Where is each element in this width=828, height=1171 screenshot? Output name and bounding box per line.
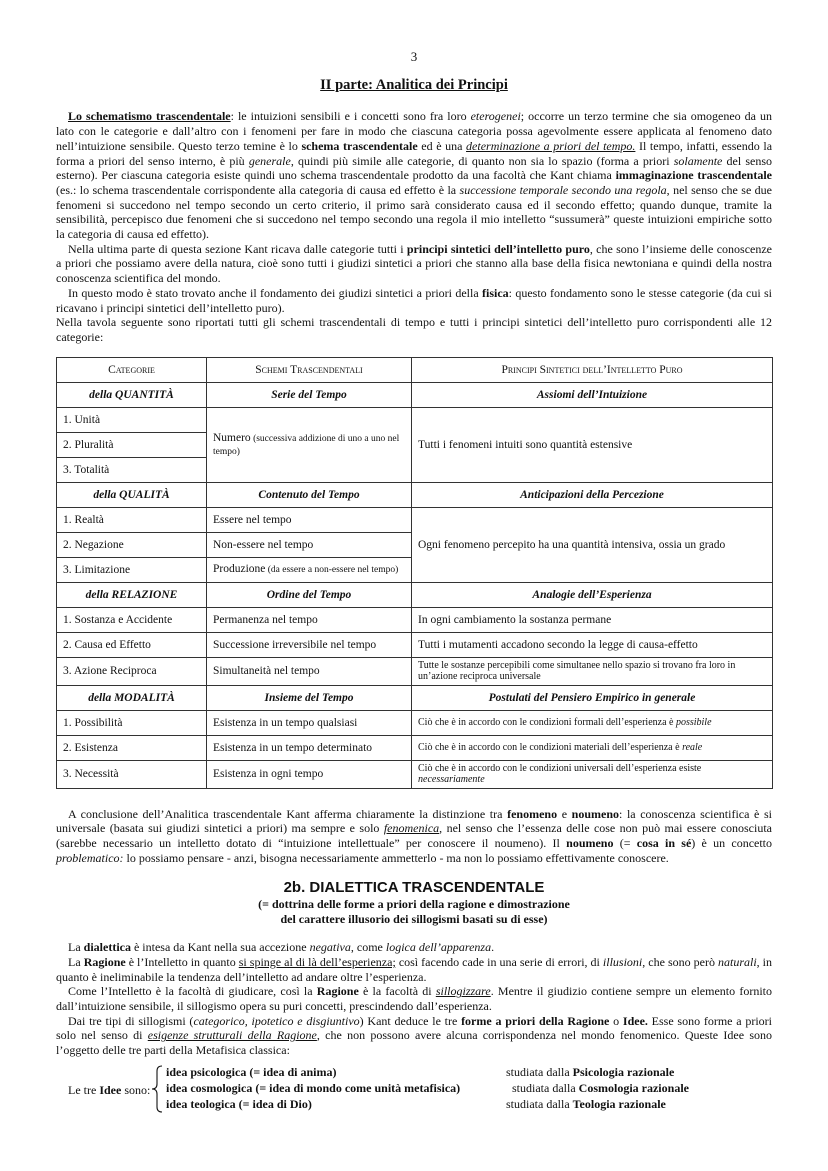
- dialectic-section: [56, 940, 772, 1058]
- idea-study: [506, 1097, 666, 1112]
- principle-cell: [412, 632, 773, 657]
- curly-brace-icon: [151, 1065, 163, 1113]
- schema-text: Permanenza nel tempo: [213, 613, 318, 626]
- schema-cell: [207, 735, 412, 760]
- principle-cell: [412, 710, 773, 735]
- section-heading: della QUALITÀ: [57, 482, 207, 507]
- column-header: Categorie: [57, 357, 207, 382]
- principle-text: Ciò che è in accordo con le condizioni universali dell’esperienza esiste: [418, 762, 702, 774]
- schema-cell: [207, 507, 412, 532]
- category-cell: 2. Causa ed Effetto: [57, 632, 207, 657]
- text-run: Lo schematismo trascendentale: [68, 109, 231, 124]
- section-heading: della RELAZIONE: [57, 582, 207, 607]
- text-run: sillogizzare: [435, 984, 491, 999]
- text-run: determinazione a priori del tempo.: [466, 138, 636, 153]
- schema-cell: [207, 632, 412, 657]
- schema-text: Successione irreversibile nel tempo: [213, 638, 377, 651]
- section-heading: Postulati del Pensiero Empirico in generale: [412, 685, 773, 710]
- principle-text: In ogni cambiamento la sostanza permane: [418, 613, 612, 626]
- idea-study: [506, 1065, 674, 1080]
- section-heading: Analogie dell’Esperienza: [412, 582, 773, 607]
- schema-cell: [207, 760, 412, 788]
- table-row: [57, 657, 773, 685]
- text-run: , nel senso che se due fenomeni si succedono nel tempo secondo un certo criterio, il primo sarà considerato causa ed il secondo effetto; quando dunque, tramite la sensibilità, percepisco due fenomeni che si succedono nel tempo secondo una regola il mio intelletto “sussumerà” queste intuizioni empiriche sotto la categoria di causa ed effetto).: [56, 182, 772, 242]
- schema-text: Essere nel tempo: [213, 513, 292, 526]
- schema-cell: [207, 532, 412, 557]
- text-run: si spinge al di là dell’esperienza;: [238, 954, 396, 969]
- paragraph: [56, 286, 772, 315]
- text-run: : questo fondamento sono le stesse categorie (da cui si ricavano i principi sintetici dell’intelletto puro).: [56, 285, 772, 315]
- schema-cell: [207, 657, 412, 685]
- schema-cell: [207, 710, 412, 735]
- text-run: è intesa da Kant nella sua accezione: [130, 940, 310, 955]
- text-run: , quindi più simile alle categorie, di quanto non sia lo spazio (forma a priori: [290, 153, 674, 168]
- text-run: . Mentre il giudizio contiene sempre un elemento fornito dall’intuizione sensibile, il sillogismo opera su puri concetti, prescindendo dall’esperienza.: [56, 984, 772, 1013]
- principle-cell: [412, 760, 773, 788]
- ideas-label-post: sono:: [121, 1082, 151, 1097]
- category-cell: 3. Necessità: [57, 760, 207, 788]
- text-run: esigenze strutturali della Ragione: [147, 1028, 317, 1043]
- idea-study: [512, 1081, 689, 1096]
- principle-cell: [412, 507, 773, 582]
- schema-text: Numero: [213, 431, 251, 444]
- text-run: fenomeno: [507, 806, 558, 821]
- text-run: Esse sono forme a priori solo nel senso di: [56, 1013, 772, 1043]
- table-row: [57, 710, 773, 735]
- ideas-scheme: [56, 1065, 772, 1115]
- schema-text: Esistenza in un tempo qualsiasi: [213, 716, 358, 729]
- idea-study-discipline: Teologia razionale: [572, 1096, 666, 1111]
- section-heading: Contenuto del Tempo: [207, 482, 412, 507]
- idea-study-pre: studiata dalla: [506, 1064, 573, 1079]
- text-run: Nella ultima parte di questa sezione Kant ricava dalle categorie tutti i: [68, 241, 407, 256]
- text-run: La: [68, 954, 84, 969]
- conclusion-section: [56, 807, 772, 866]
- principle-cell: [412, 607, 773, 632]
- table-row: [57, 507, 773, 532]
- idea-item: [166, 1080, 689, 1096]
- section-subtitle: [56, 897, 772, 926]
- idea-name: idea cosmologica (= idea di mondo come unità metafisica): [166, 1080, 461, 1095]
- schema-cell: [207, 557, 412, 582]
- text-run: Come l’Intelletto è la facoltà di giudicare, così la: [68, 984, 317, 999]
- section-subtitle-line: del carattere illusorio dei sillogismi basati su di esse): [280, 911, 548, 926]
- text-run: naturali: [717, 954, 757, 969]
- text-run: generale: [248, 153, 291, 168]
- text-run: o: [609, 1013, 623, 1028]
- text-run: e: [557, 806, 572, 821]
- paragraph: [56, 315, 772, 344]
- principle-text: Ciò che è in accordo con le condizioni formali dell’esperienza è: [418, 716, 676, 728]
- text-run: successione temporale secondo una regola: [459, 182, 667, 197]
- text-run: : le intuizioni sensibili e i concetti sono fra loro: [230, 109, 471, 124]
- table-row: [57, 760, 773, 788]
- principle-text: Ogni fenomeno percepito ha una quantità intensiva, ossia un grado: [418, 538, 726, 551]
- text-run: immaginazione trascendentale: [615, 168, 772, 183]
- schema-cell: [207, 607, 412, 632]
- category-cell: 2. Esistenza: [57, 735, 207, 760]
- text-run: principi sintetici dell’intelletto puro: [406, 241, 590, 256]
- text-run: negativa: [309, 940, 351, 955]
- text-run: cosa in sé: [636, 836, 692, 851]
- text-run: solamente: [673, 153, 723, 168]
- text-run: logica dell’apparenza: [385, 940, 492, 955]
- paragraph: [56, 242, 772, 286]
- text-run: La: [68, 940, 84, 955]
- principle-text: Tutte le sostanze percepibili come simultanee nello spazio si trovano fra loro in un’azione reciproca universale: [418, 659, 736, 683]
- category-cell: 3. Limitazione: [57, 557, 207, 582]
- text-run: forme a priori della Ragione: [461, 1013, 610, 1028]
- text-run: , che non possono avere alcuna corrispondenza nel mondo fenomenico. Queste Idee sono l’oggetto delle tre parti della Metafisica classica:: [56, 1028, 772, 1058]
- text-run: problematico:: [56, 850, 124, 865]
- text-run: (es.: lo schema trascendentale corrispondente alla categoria di causa ed effetto è la: [56, 182, 460, 197]
- principle-emphasis: possibile: [675, 716, 712, 728]
- category-cell: 3. Totalità: [57, 457, 207, 482]
- principle-emphasis: reale: [682, 741, 703, 753]
- text-run: (=: [613, 836, 637, 851]
- table-row: [57, 407, 773, 432]
- text-run: : la conoscenza scientifica è si universale (basata sui giudizi sintetici a priori) ma sempre e solo: [56, 806, 773, 836]
- paragraph: [56, 807, 772, 866]
- text-run: illusioni: [602, 954, 643, 969]
- text-run: così facendo cade in una serie di errori, di: [395, 954, 603, 969]
- text-run: lo possiamo pensare - anzi, bisogna necessariamente ammetterlo - ma non lo possiamo effettivamente conoscere.: [123, 850, 669, 865]
- text-run: fenomenica: [383, 821, 440, 836]
- section-title: 2b. DIALETTICA TRASCENDENTALE: [283, 879, 545, 897]
- category-cell: 1. Unità: [57, 407, 207, 432]
- principle-text: Tutti i fenomeni intuiti sono quantità estensive: [418, 438, 633, 451]
- text-run: Dai tre tipi di sillogismi (: [68, 1013, 194, 1028]
- table-section-row: [57, 685, 773, 710]
- table-row: [57, 632, 773, 657]
- text-run: schema trascendentale: [301, 138, 418, 153]
- text-run: noumeno: [571, 806, 619, 821]
- paragraph: [56, 940, 772, 955]
- idea-study-pre: studiata dalla: [512, 1080, 579, 1095]
- idea-item: [166, 1096, 666, 1112]
- text-run: del senso esterno). Per ciascuna categoria esiste quindi uno schema trascendentale prodotto da una facoltà che Kant chiama: [56, 153, 772, 183]
- text-run: categorico, ipotetico e disgiuntivo: [193, 1013, 360, 1028]
- text-run: ed è una: [417, 138, 467, 153]
- principle-cell: [412, 657, 773, 685]
- column-header: Principi Sintetici dell’Intelletto Puro: [412, 357, 773, 382]
- principle-cell: [412, 735, 773, 760]
- paragraph: [56, 955, 772, 984]
- intro-section: [56, 109, 772, 344]
- section-heading: della QUANTITÀ: [57, 382, 207, 407]
- category-cell: 1. Possibilità: [57, 710, 207, 735]
- table-header-row: [57, 357, 773, 382]
- category-cell: 2. Pluralità: [57, 432, 207, 457]
- idea-study-pre: studiata dalla: [506, 1096, 573, 1111]
- section-heading: Insieme del Tempo: [207, 685, 412, 710]
- principle-text: Ciò che è in accordo con le condizioni materiali dell’esperienza è: [418, 741, 683, 753]
- text-run: Ragione: [316, 984, 359, 999]
- section-subtitle-line: (= dottrina delle forme a priori della ragione e dimostrazione: [258, 897, 570, 912]
- column-header: Schemi Trascendentali: [207, 357, 412, 382]
- text-run: , che sono l’insieme delle conoscenze a priori che possiamo avere della natura, cioè sono tutti i giudizi sintetici a priori che stanno alla base della fisica newtoniana e quindi della nostra conoscenza scientifica del mondo.: [56, 241, 772, 286]
- section-heading: della MODALITÀ: [57, 685, 207, 710]
- page-number: 3: [410, 49, 418, 64]
- schema-note: (successiva addizione di uno a uno nel tempo): [213, 433, 400, 457]
- text-run: ; occorre un terzo termine che sia omogeneo da un lato con le categorie e dall’altro con i fenomeni per fare in modo che ciascuna categoria possa agevolmente essere applicata al fenomeno dato nell’intuizione sensibile. Questo terzo temine è lo: [56, 109, 773, 153]
- text-run: Ragione: [83, 954, 126, 969]
- table-row: [57, 735, 773, 760]
- text-run: è la facoltà di: [358, 984, 436, 999]
- part-title: II parte: Analitica dei Principi: [320, 76, 508, 93]
- text-run: A conclusione dell’Analitica trascendentale Kant afferma chiaramente la distinzione tra: [68, 806, 508, 821]
- paragraph: [56, 109, 772, 241]
- table-row: [57, 607, 773, 632]
- idea-study-discipline: Psicologia razionale: [572, 1064, 675, 1079]
- table-section-row: [57, 482, 773, 507]
- text-run: , nel senso che l’essenza delle cose non può mai essere conosciuta (sarebbe necessario un intelletto dotato di “intuizione intellettuale” per conoscere il noumeno). Il: [56, 821, 772, 851]
- idea-study-discipline: Cosmologia razionale: [578, 1080, 689, 1095]
- paragraph: [56, 984, 772, 1013]
- text-run: .: [491, 940, 495, 955]
- schema-text: Non-essere nel tempo: [213, 538, 314, 551]
- text-run: , come: [350, 940, 386, 955]
- text-run: eterogenei: [470, 109, 521, 124]
- idea-name: idea teologica (= idea di Dio): [166, 1096, 312, 1111]
- principle-emphasis: necessariamente: [418, 774, 485, 786]
- principle-text: Tutti i mutamenti accadono secondo la legge di causa-effetto: [418, 638, 698, 651]
- ideas-label-pre: Le tre: [68, 1082, 100, 1097]
- text-run: Nella tavola seguente sono riportati tutti gli schemi trascendentali di tempo e tutti i principi sintetici dell’intelletto puro corrispondenti alle 12 categorie:: [56, 315, 772, 344]
- category-cell: 1. Realtà: [57, 507, 207, 532]
- categories-table: [56, 357, 773, 789]
- section-heading: Ordine del Tempo: [207, 582, 412, 607]
- text-run: dialettica: [83, 940, 131, 955]
- text-run: ) è un concetto: [691, 836, 773, 851]
- schema-note: (da essere a non-essere nel tempo): [265, 565, 399, 576]
- category-cell: 1. Sostanza e Accidente: [57, 607, 207, 632]
- text-run: , che sono però: [642, 954, 718, 969]
- text-run: Idee.: [622, 1013, 648, 1028]
- schema-text: Esistenza in ogni tempo: [213, 768, 324, 781]
- idea-name: idea psicologica (= idea di anima): [166, 1064, 337, 1079]
- schema-text: Simultaneità nel tempo: [213, 665, 320, 678]
- table-section-row: [57, 382, 773, 407]
- section-heading: Anticipazioni della Percezione: [412, 482, 773, 507]
- ideas-label-bold: Idee: [99, 1082, 122, 1097]
- text-run: Il tempo, infatti, essendo la forma a priori del senso interno, è più: [56, 138, 773, 168]
- schema-text: Esistenza in un tempo determinato: [213, 741, 373, 754]
- text-run: fisica: [482, 285, 509, 300]
- section-heading: Assiomi dell’Intuizione: [412, 382, 773, 407]
- paragraph: [56, 1014, 772, 1058]
- category-cell: 3. Azione Reciproca: [57, 657, 207, 685]
- schema-text: Produzione: [213, 563, 266, 576]
- text-run: ) Kant deduce le tre: [359, 1013, 462, 1028]
- ideas-label: [68, 1083, 150, 1098]
- table-section-row: [57, 582, 773, 607]
- text-run: , in quanto è ineliminabile la tendenza dell’intelletto ad andare oltre l’esperienza.: [56, 954, 773, 984]
- text-run: è l’Intelletto in quanto: [125, 954, 239, 969]
- idea-item: [166, 1064, 675, 1080]
- schema-cell: [207, 407, 412, 482]
- text-run: noumeno: [566, 836, 614, 851]
- principle-cell: [412, 407, 773, 482]
- category-cell: 2. Negazione: [57, 532, 207, 557]
- text-run: In questo modo è stato trovato anche il fondamento dei giudizi sintetici a priori della: [68, 285, 482, 300]
- section-heading: Serie del Tempo: [207, 382, 412, 407]
